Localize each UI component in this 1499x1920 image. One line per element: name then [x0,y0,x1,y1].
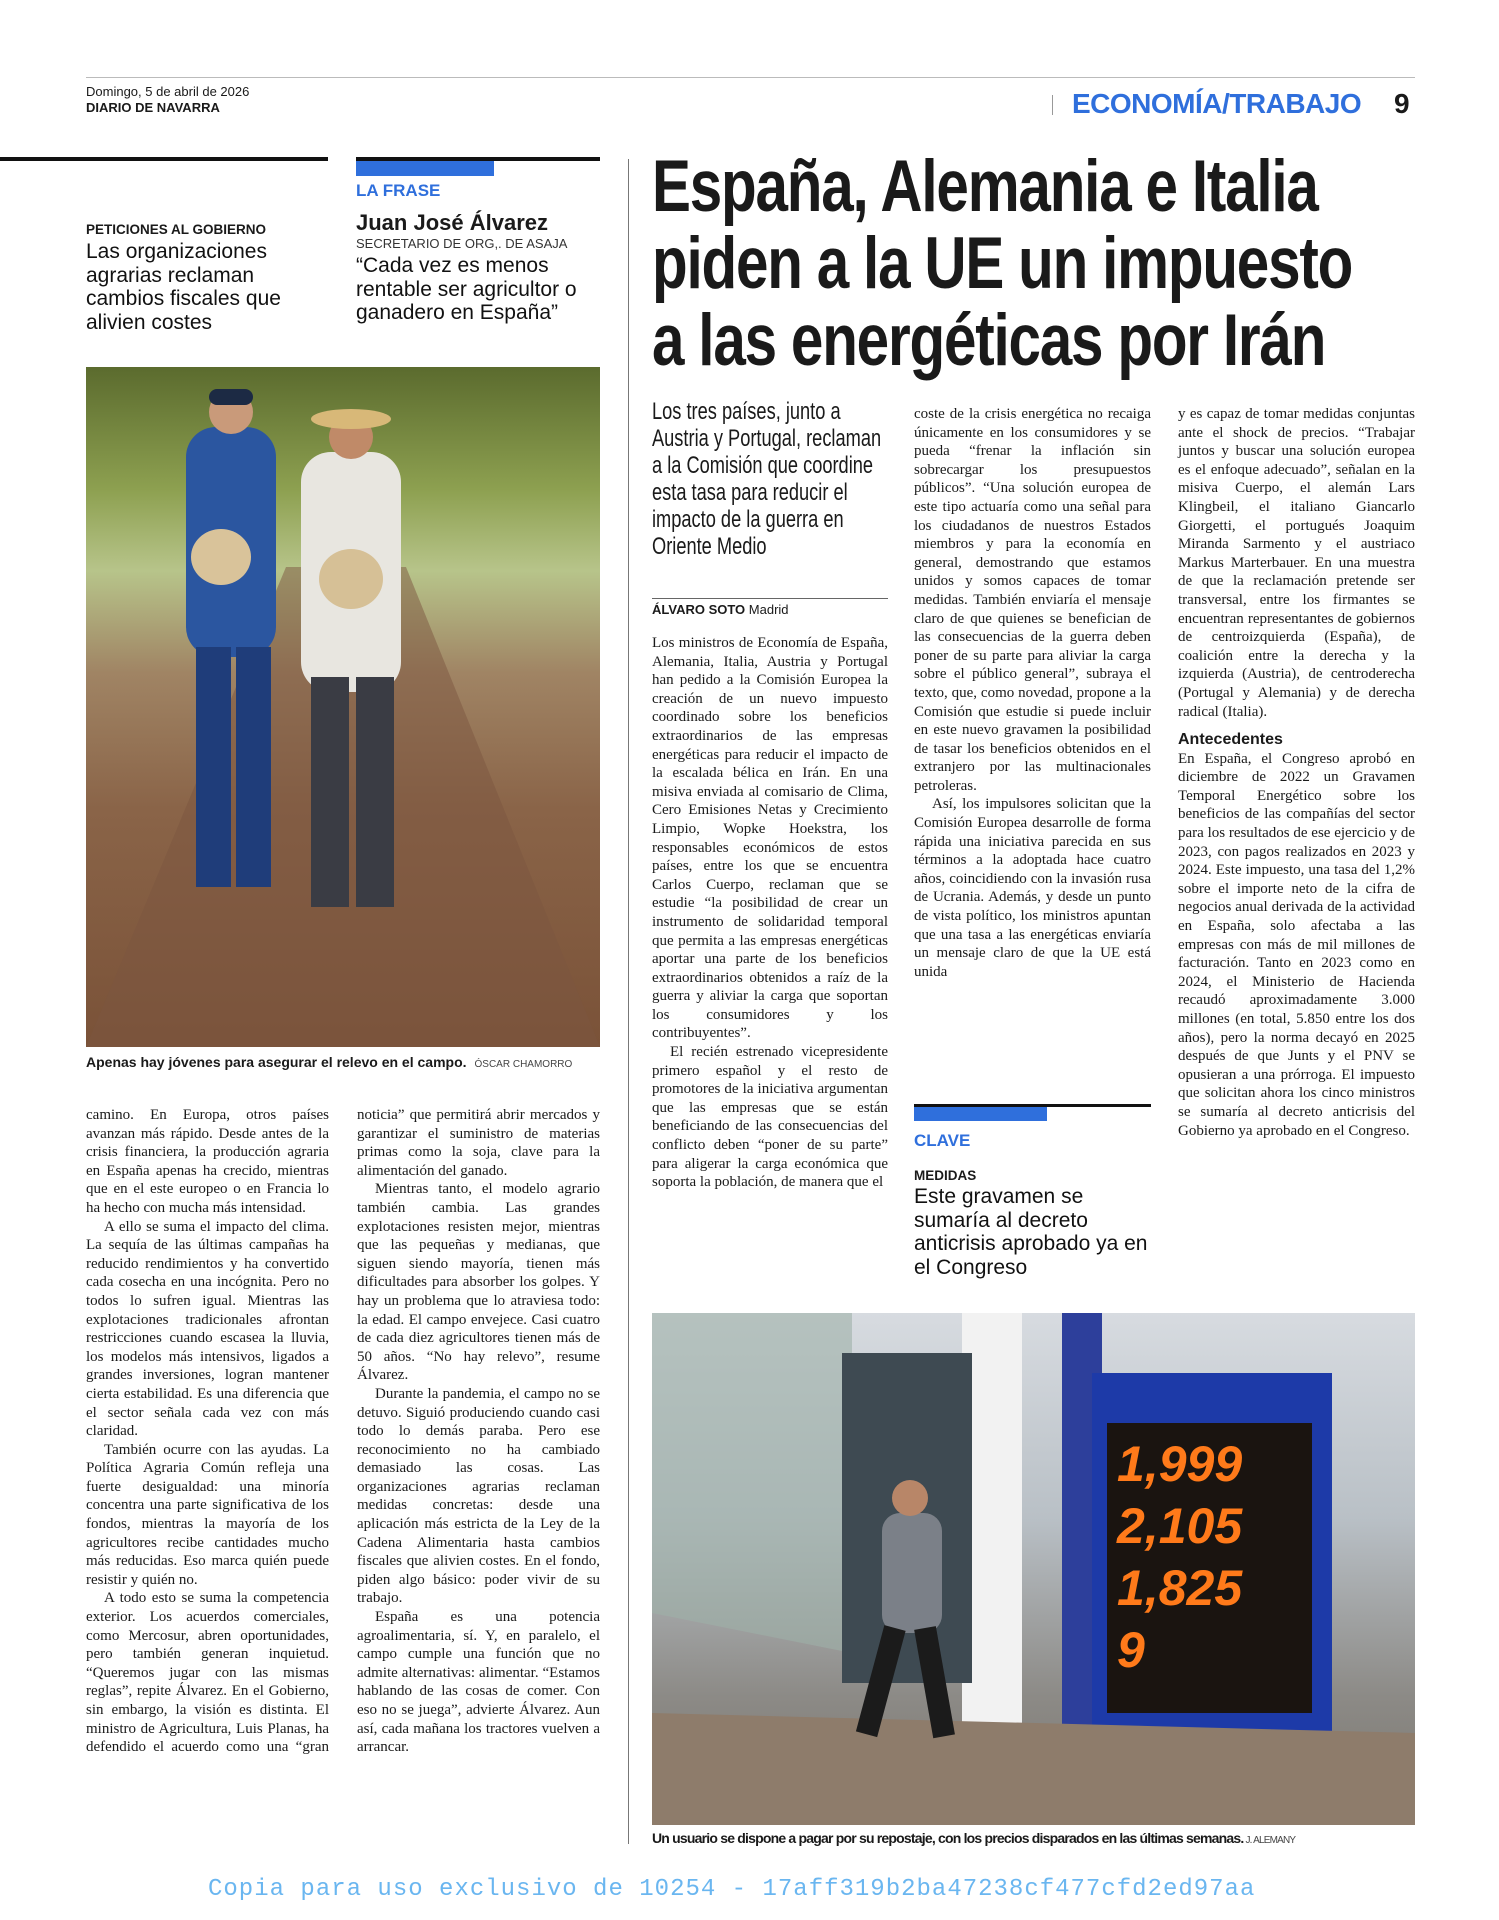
price-line: 1,999 [1117,1436,1243,1492]
headline-line: piden a la UE un impuesto [652,223,1353,304]
paragraph: Durante la pandemia, el campo no se detuvo. Siguió produciendo cuando casi todo lo demás paraba. Pero ese reconocimiento no ha cambiado demasiado las cosas. Las organizaciones agrarias reclaman medidas concretas: desde una aplicación más estricta de la Ley de la Cadena Alimentaria hasta cambios fiscales que alivien costes. En el fondo, piden algo básico: poder vivir de su trabajo. [357,1385,600,1607]
column-divider [628,159,629,1844]
paragraph: coste de la crisis energética no recaiga únicamente en los consumidores y se pueda “frenar la inflación sin sobrecargar los presupuestos públicos”. “Una solución europea de este tipo actuaría como una señal para los ciudadanos de nuestros Estados miembros y para la economía en general, demostrando que estamos unidos y somos capaces de tomar medidas. También enviaría el mensaje claro de que quienes se benefician de las consecuencias de la guerra deben poner de su parte para aliviar la carga sobre el público general”, subraya el texto, que, como novedad, propone a la Comisión que estudie si puede incluir en este nuevo gravamen la posibilidad de tasar los beneficios obtenidos en el extranjero por las multinacionales petroleras. [914,406,1151,794]
top-rule [86,77,1415,78]
main-headline [652,148,1420,379]
paragraph: También ocurre con las ayudas. La Política Agraria Común refleja una fuerte desigualdad: una minoría concentra una parte significativa de los fondos, mientras la mayoría de los agricultores recibe cantidades mucho más reducidas. Eso marca quién puede resistir y quién no. [86,1441,329,1588]
photo2-caption [652,1830,1295,1846]
article-column-1 [652,634,888,1192]
paragraph: Así, los impulsores solicitan que la Comisión Europea desarrolle de forma rápida una iniciativa parecida en sus términos a la adoptada hace cuatro años, coincidiendo con la invasión rusa de Ucrania. Además, y desde un punto de vista político, los ministros apuntan que una tasa a las energéticas enviaría un mensaje claro de que la UE está unida [914,796,1151,980]
price-line: 9 [1117,1622,1145,1678]
byline [652,602,789,617]
photo2-credit: J. ALEMANY [1245,1835,1296,1846]
clave-text: Este gravamen se sumaría al decreto anticrisis aprobado ya en el Congreso [914,1185,1148,1279]
byline-place: Madrid [748,602,789,617]
paragraph: Mientras tanto, el modelo agrario también cambia. Las grandes explotaciones resisten mejor, mientras que las pequeñas y medianas, que siguen siendo mayoría, tienen más dificultades para absorber los golpes. Y hay un problema que lo atraviesa todo: la edad. El campo envejece. Casi cuatro de cada diez agricultores tienen más de 50 años. “No hay relevo”, resume Álvarez. [357,1181,600,1384]
fuel-price-display [1117,1433,1307,1681]
teaser-text: Las organizaciones agrarias reclaman cambios fiscales que alivien costes [86,240,281,334]
section-title: ECONOMÍA/TRABAJO [1072,88,1362,119]
quote-text: “Cada vez es menos rentable ser agricultor o ganadero en España” [356,254,577,324]
headline-line: a las energéticas por Irán [652,300,1326,381]
clave-label: CLAVE [914,1131,971,1150]
copy-watermark: Copia para uso exclusivo de 10254 - 17aff319b2ba47238cf477cfd2ed97aa [208,1876,1256,1903]
byline-author: ÁLVARO SOTO [652,602,746,617]
issue-date: Domingo, 5 de abril de 2026 [86,84,250,99]
price-line: 2,105 [1117,1498,1243,1554]
paragraph: El recién estrenado vicepresidente primero español y el resto de promotores de la iniciativa argumentan que las empresas que se están beneficiando de las consecuencias del conflicto deben “poner de su parte” para aligerar la carga económica que soporta la población, de manera que el [652,1044,888,1191]
paragraph: camino. En Europa, otros países avanzan más rápido. Desde antes de la crisis financiera, la producción agraria en España apenas ha crecido, mientras que en el este europeo o en Francia lo ha hecho con mucha más intensidad. [86,1107,329,1216]
photo1-caption [86,1054,572,1070]
newspaper-name: DIARIO DE NAVARRA [86,100,220,115]
photo1-caption-text: Apenas hay jóvenes para asegurar el relevo en el campo. [86,1054,467,1070]
byline-rule [652,598,888,599]
paragraph: España es una potencia agroalimentaria, sí. Y, en paralelo, el campo cumple una función que no admite alternativas: alimentar. “Estamos hablando de las cosas de comer. Con eso no se juega”, advierte Álvarez. Aun así, cada mañana los tractores vuelven a arrancar. [357,1609,600,1756]
photo2-caption-text: Un usuario se dispone a pagar por su repostaje, con los precios disparados en las últimas semanas. [652,1830,1244,1846]
paragraph: Los ministros de Economía de España, Alemania, Italia, Austria y Portugal han pedido a la Comisión Europea la creación de un nuevo impuesto coordinado sobre los beneficios extraordinarios de las empresas energéticas para reducir el impacto de la escalada bélica en Irán. En una misiva enviada al comisario de Clima, Cero Emisiones Netas y Crecimiento Limpio, Wopke Hoekstra, los responsables económicos de estos países, entre los que se encuentra Carlos Cuerpo, reclaman que se estudie “la posibilidad de crear un instrumento de solidaridad temporal que permita a las empresas energéticas aportar una parte de los beneficios extraordinarios obtenidos a raíz de la guerra y aliviar la carga que soportan los consumidores y los contribuyentes”. [652,635,888,1042]
paragraph: A todo esto se suma la competencia exterior. Los acuerdos comerciales, como Mercosur, abren oportunidades, pero también generan inquietud. “Queremos jugar con las mismas reglas”, repite Álvarez. En el Gobierno, sin embargo, la visión es distinta. El ministro de Agricultura, Luis Planas, ha defendido el acuerdo como una “gran noticia” que permitirá abrir mercados y garantizar el suministro de materias primas como la soja, clave para la alimentación del ganado. [86,1107,600,1756]
quote-author-role: SECRETARIO DE ORG,. DE ASAJA [356,236,568,251]
photo1-credit: ÓSCAR CHAMORRO [474,1059,573,1070]
teaser-kicker: PETICIONES AL GOBIERNO [86,222,267,237]
paragraph: En España, el Congreso aprobó en diciembre de 2022 un Gravamen Temporal Energético sobre los beneficios de las compañías del sector para los resultados de ese ejercicio y de 2023, con pagos realizados en 2023 y 2024. Este impuesto, una tasa del 1,2% sobre el importe neto de la cifra de negocios anual derivada de la actividad en España, solo afectaba a las empresas con más de mil millones de facturación. Tanto en 2023 como en 2024, el Ministerio de Hacienda recaudó aproximadamente 3.000 millones (en total, 5.850 entre los dos años), pero la norma decayó en 2025 después de que Junts y el PNV se opusieran a una prórroga. El impuesto que solicitan ahora los cinco ministros se sumaría al decreto anticrisis del Gobierno ya aprobado en el Congreso. [1178,750,1415,1139]
section-divider [1052,95,1053,115]
side-article-body [86,1106,600,1757]
clave-accent-bar [914,1107,1047,1121]
article-column-2 [914,405,1151,981]
antecedentes-heading: Antecedentes [1178,731,1283,749]
paragraph: A ello se suma el impacto del clima. La sequía de las últimas campañas ha reducido rendimientos y ha convertido cada cosecha en una incógnita. Pero no todos lo sufren igual. Mientras las explotaciones tradicionales afrontan restricciones cuando escasea la lluvia, los modelos más intensivos, ligados a grandes inversiones, logran mantener cierta estabilidad. Es una diferencia que el sector señala cada vez con más claridad. [86,1218,329,1440]
paragraph: y es capaz de tomar medidas conjuntas ante el shock de precios. “Trabajar juntos y buscar una solución europea es el enfoque adecuado”, señalan en la misiva Cuerpo, el alemán Lars Klingbeil, el italiano Giancarlo Giorgetti, el portugués Joaquim Miranda Sarmento y el austriaco Markus Marterbauer. En una muestra de que la reclamación pretende ser transversal, entre los firmantes se encuentran representantes de gobiernos de centroizquierda (España), de coalición entre la derecha y la izquierda (Austria), de centroderecha (Portugal y Alemania) y de derecha radical (Italia). [1178,406,1415,720]
farmers-illustration [86,367,600,1047]
clave-kicker: MEDIDAS [914,1168,977,1183]
article-column-3 [1178,405,1415,1140]
frase-accent-bar [356,161,494,176]
headline-line: España, Alemania e Italia [652,146,1318,227]
la-frase-label: LA FRASE [356,181,441,200]
page-number: 9 [1394,88,1410,119]
section-rule [0,157,328,161]
gas-station-photo [652,1313,1415,1825]
price-line: 1,825 [1117,1560,1243,1616]
subheadline: Los tres países, junto a Austria y Portugal, reclaman a la Comisión que coordine esta tasa para reducir el impacto de la guerra en Oriente Medio [652,398,882,560]
farmers-photo [86,367,600,1047]
quote-author: Juan José Álvarez [356,210,548,235]
